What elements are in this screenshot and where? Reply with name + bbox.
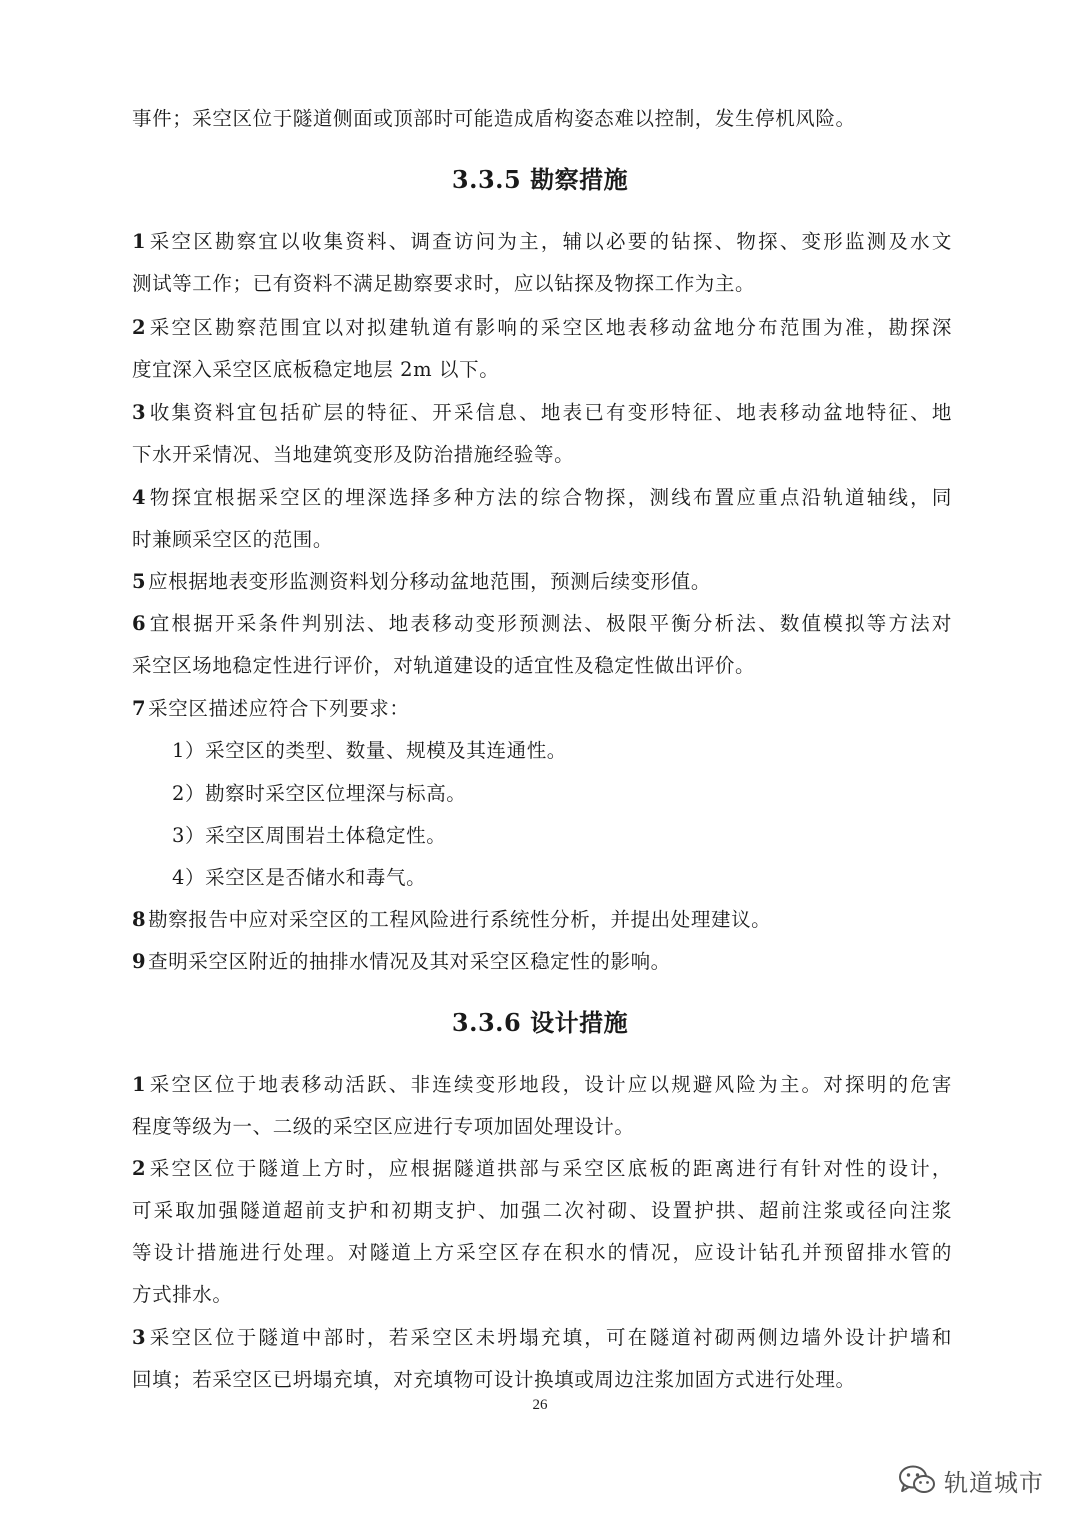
- item-number: 9: [132, 950, 147, 973]
- s335-item-2-line-1: 2 采空区勘察范围宜以对拟建轨道有影响的采空区地表移动盆地分布范围为准，勘探深: [132, 316, 952, 339]
- s336-item-1-line-2: 程度等级为一、二级的采空区应进行专项加固处理设计。: [132, 1115, 635, 1138]
- s335-item-6-line-2: 采空区场地稳定性进行评价，对轨道建设的适宜性及稳定性做出评价。: [132, 654, 756, 677]
- section-336-title: 3.3.6 设计措施: [451, 1008, 629, 1037]
- item-number: 1: [132, 230, 147, 253]
- s336-item-2-line-1: 2 采空区位于隧道上方时，应根据隧道拱部与采空区底板的距离进行有针对性的设计，: [132, 1157, 952, 1180]
- item-number: 4: [132, 486, 147, 509]
- watermark-text: 轨道城市: [944, 1468, 1044, 1497]
- s336-item-2-line-2: 可采取加强隧道超前支护和初期支护、加强二次衬砌、设置护拱、超前注浆或径向注浆: [132, 1199, 952, 1222]
- intro-text: 事件；采空区位于隧道侧面或顶部时可能造成盾构姿态难以控制，发生停机风险。: [132, 107, 856, 130]
- s335-subitem-4: 4）采空区是否储水和毒气。: [172, 866, 427, 889]
- s335-subitem-1: 1）采空区的类型、数量、规模及其连通性。: [172, 739, 567, 762]
- s336-item-2-line-3: 等设计措施进行处理。对隧道上方采空区存在积水的情况，应设计钻孔并预留排水管的: [132, 1241, 952, 1264]
- page-number: 26: [532, 1397, 548, 1413]
- s335-item-1-line-1: 1 采空区勘察宜以收集资料、调查访问为主，辅以必要的钻探、物探、变形监测及水文: [132, 230, 952, 253]
- s336-item-1-line-1: 1 采空区位于地表移动活跃、非连续变形地段，设计应以规避风险为主。对探明的危害: [132, 1073, 952, 1096]
- s336-item-3-line-1: 3 采空区位于隧道中部时，若采空区未坍塌充填，可在隧道衬砌两侧边墙外设计护墙和: [132, 1326, 952, 1349]
- s335-item-4-line-1: 4 物探宜根据采空区的埋深选择多种方法的综合物探，测线布置应重点沿轨道轴线，同: [132, 486, 952, 509]
- s335-item-7-line-1: 7 采空区描述应符合下列要求：: [132, 697, 410, 720]
- item-number: 2: [132, 316, 147, 339]
- item-number: 8: [132, 908, 147, 931]
- s335-subitem-2: 2）勘察时采空区位埋深与标高。: [172, 782, 467, 805]
- s335-item-3-line-1: 3 收集资料宜包括矿层的特征、开采信息、地表已有变形特征、地表移动盆地特征、地: [132, 401, 952, 424]
- item-number: 3: [132, 401, 147, 424]
- s335-subitem-3: 3）采空区周围岩土体稳定性。: [172, 824, 447, 847]
- watermark: [898, 1460, 1044, 1500]
- item-number: 5: [132, 570, 147, 593]
- item-number: 1: [132, 1073, 147, 1096]
- wechat-icon: [898, 1464, 936, 1496]
- item-number: 7: [132, 697, 147, 720]
- s335-item-8-line-1: 8 勘察报告中应对采空区的工程风险进行系统性分析，并提出处理建议。: [132, 908, 772, 931]
- s335-item-1-line-2: 测试等工作；已有资料不满足勘察要求时，应以钻探及物探工作为主。: [132, 272, 756, 295]
- s335-item-5-line-1: 5 应根据地表变形监测资料划分移动盆地范围，预测后续变形值。: [132, 570, 711, 593]
- s335-item-4-line-2: 时兼顾采空区的范围。: [132, 528, 334, 551]
- item-number: 3: [132, 1326, 147, 1349]
- s335-item-6-line-1: 6 宜根据开采条件判别法、地表移动变形预测法、极限平衡分析法、数值模拟等方法对: [132, 612, 952, 635]
- item-number: 2: [132, 1157, 147, 1180]
- s336-item-2-line-4: 方式排水。: [132, 1283, 233, 1306]
- s335-item-9-line-1: 9 查明采空区附近的抽排水情况及其对采空区稳定性的影响。: [132, 950, 671, 973]
- s335-item-2-line-2: 度宜深入采空区底板稳定地层 2m 以下。: [132, 358, 500, 381]
- s335-item-3-line-2: 下水开采情况、当地建筑变形及防治措施经验等。: [132, 443, 575, 466]
- section-335-title: 3.3.5 勘察措施: [451, 165, 629, 194]
- item-number: 6: [132, 612, 147, 635]
- s336-item-3-line-2: 回填；若采空区已坍塌充填，对充填物可设计换填或周边注浆加固方式进行处理。: [132, 1368, 856, 1391]
